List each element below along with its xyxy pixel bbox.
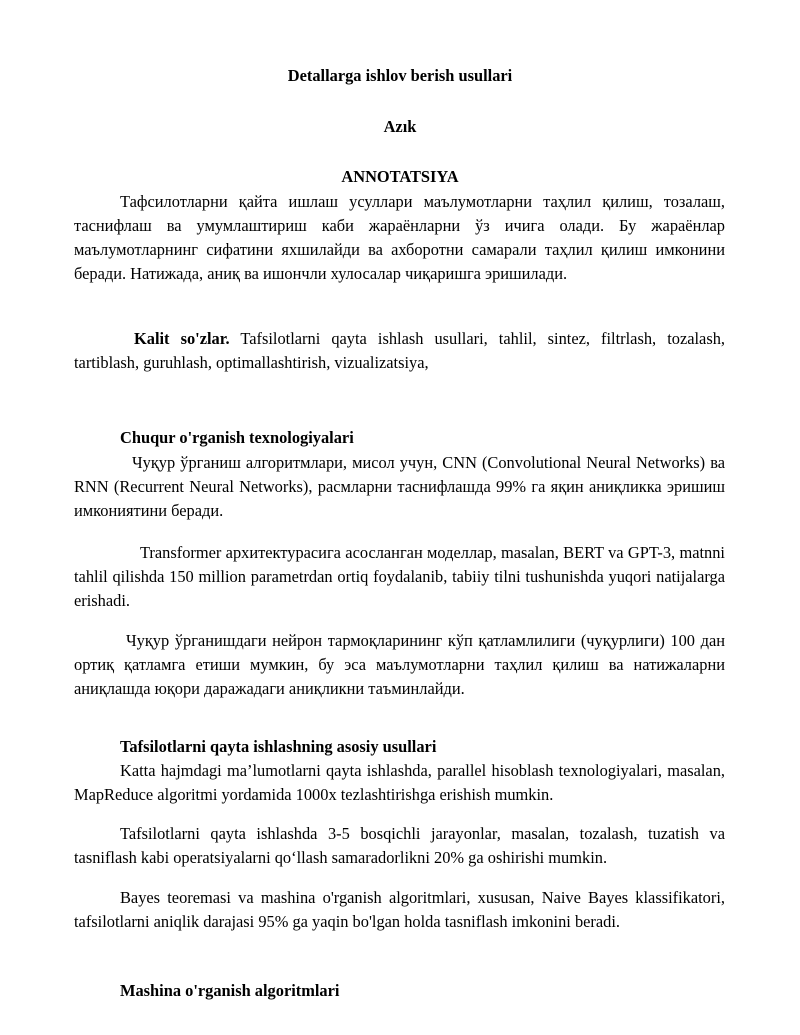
section-heading-deep-learning: Chuqur o'rganish texnologiyalari xyxy=(120,428,354,447)
annotation-text: Тафсилотларни қайта ишлаш усуллари маълумотларни таҳлил қилиш, тозалаш, таснифлаш ва умумлаштириш каби жараёнларни ўз ичига олади. Бу жараёнлар маълумотларнинг сифатини яхшилайди ва ахборотни самарали таҳлил қилиш имконини беради. Натижада, аниқ ва ишончли хулосалар чиқаришга эришилади. xyxy=(74,192,725,283)
annotation-heading: ANNOTATSIYA xyxy=(341,167,459,186)
section-heading-machine-learning: Mashina o'rganish algoritmlari xyxy=(120,981,340,1000)
section2-paragraph-2: Tafsilotlarni qayta ishlashda 3-5 bosqichli jarayonlar, masalan, tozalash, tuzatish va tasniflash kabi operatsiyalarni qo‘llash samaradorlikni 20% ga oshirishi mumkin. xyxy=(74,824,725,867)
section-heading-processing-methods: Tafsilotlarni qayta ishlashning asosiy usullari xyxy=(120,737,437,756)
section1-paragraph-2: Transformer архитектурасига асосланган моделлар, masalan, BERT va GPT-3, matnni tahlil qilishda 150 million parametrdan ortiq foydalanib, tabiiy tilni tushunishda yuqori natijalarga erishadi. xyxy=(74,543,725,610)
section2-paragraph-3: Bayes teoremasi va mashina o'rganish algoritmlari, xususan, Naive Bayes klassifikatori, tafsilotlarni aniqlik darajasi 95% ga yaqin bo'lgan holda tasniflash imkonini beradi. xyxy=(74,888,725,931)
keywords-text: Tafsilotlarni qayta ishlash usullari, tahlil, sintez, filtrlash, tozalash, tartiblash, guruhlash, optimallashtirish, vizualizatsiya, xyxy=(74,329,725,372)
section2-paragraph-1: Katta hajmdagi ma’lumotlarni qayta ishlashda, parallel hisoblash texnologiyalari, masalan, MapReduce algoritmi yordamida 1000x tezlashtirishga erishish mumkin. xyxy=(74,761,725,804)
keywords-paragraph xyxy=(74,327,725,375)
section1-paragraph-1: Чуқур ўрганиш алгоритмлари, мисол учун, CNN (Convolutional Neural Networks) ва RNN (Recurrent Neural Networks), расмларни таснифлашда 99% га яқин аниқликка эришиш имкониятини беради. xyxy=(74,453,725,520)
section1-paragraph-3: Чуқур ўрганишдаги нейрон тармоқларининг кўп қатламлилиги (чуқурлиги) 100 дан ортиқ қатламга етиши мумкин, бу эса маълумотларни таҳлил қилиш ва натижаларни аниқлашда юқори даражадаги аниқликни таъминлайди. xyxy=(74,631,725,698)
keywords-label: Kalit so'zlar. xyxy=(134,329,230,348)
author-name: Azık xyxy=(383,117,417,136)
document-title: Detallarga ishlov berish usullari xyxy=(287,66,513,85)
